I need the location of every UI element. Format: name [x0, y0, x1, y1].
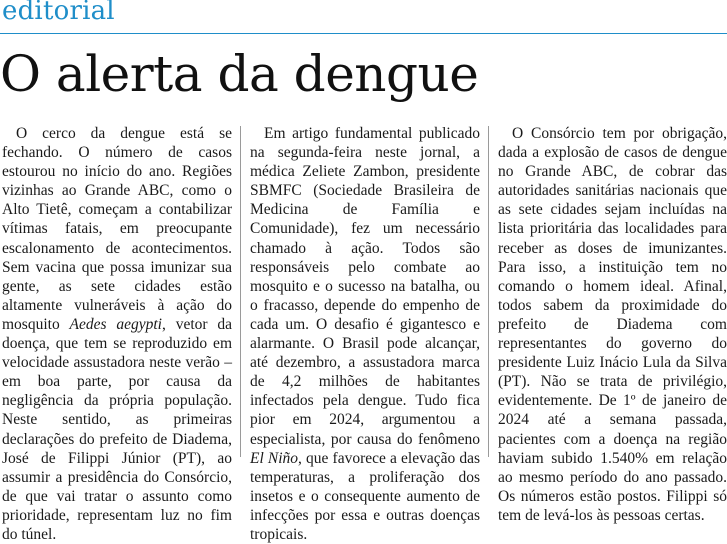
paragraph-text: , que favorece a elevação das temperaturas, a proliferação dos insetos e o consequente aumento de infecções por essa e outras doenças tropicais.	[250, 449, 481, 543]
section-header	[0, 0, 727, 36]
section-rule	[0, 33, 727, 34]
species-name: Aedes aegypti	[69, 315, 162, 333]
article-column-1	[2, 124, 232, 544]
phenomenon-name: El Niño	[250, 449, 299, 467]
article-column-2	[250, 124, 480, 544]
article-column-3	[498, 124, 727, 525]
column-divider	[240, 126, 241, 457]
paragraph-text: O Consórcio tem por obrigação, dada a explosão de casos de dengue no Grande ABC, de cobrar das autoridades sanitárias nacionais que as sete cidades sejam incluídas na lista prioritária das localidades para receber as doses de imunizantes. Para isso, a instituição tem no comando o homem ideal. Afinal, todos sabem da proximidade do prefeito de Diadema com representantes do governo do presidente Luiz Inácio Lula da Silva (PT). Não se trata de privilégio, evidentemente. De 1º de janeiro de 2024 até a semana passada, pacientes com a doença na região haviam subido 1.540% em relação ao mesmo período do ano passado. Os números estão postos. Filippi só tem de levá-los às pessoas certas.	[498, 125, 727, 524]
paragraph	[250, 124, 480, 544]
paragraph-text: Em artigo fundamental publicado na segunda-feira neste jornal, a médica Zeliete Zambon, presidente SBMFC (Sociedade Brasileira de Medicina de Família e Comunidade), fez um necessário chamado à ação. Todos são responsáveis pelo combate ao mosquito e o sucesso na batalha, ou o fracasso, depende do empenho de cada um. O desafio é gigantesco e alarmante. O Brasil pode alcançar, até dezembro, a assustadora marca de 4,2 milhões de habitantes infectados pela dengue. Tudo fica pior em 2024, argumentou a especialista, por causa do fenômeno	[250, 125, 480, 448]
column-divider	[488, 126, 489, 457]
paragraph-text: O cerco da dengue está se fechando. O número de casos estourou no início do ano. Regiões vizinhas ao Grande ABC, como o Alto Tietê, começam a contabilizar vítimas fatais, em preocupante escalonamento de acontecimentos. Sem vacina que possa imunizar sua gente, as sete cidades estão altamente vulneráveis à ação do mosquito	[2, 125, 232, 333]
article-headline: O alerta da dengue	[0, 45, 479, 103]
section-kicker: editorial	[2, 0, 115, 26]
paragraph-text: , vetor da doença, que tem se reproduzido em velocidade assustadora neste verão – em boa parte, por causa da negligência da própria população. Neste sentido, as primeiras declarações do prefeito de Diadema, José de Filippi Júnior (PT), ao assumir a presidência do Consórcio, de que vai tratar o assunto como prioridade, representam luz no fim do túnel.	[2, 315, 233, 543]
paragraph	[2, 124, 232, 544]
paragraph	[498, 124, 727, 525]
